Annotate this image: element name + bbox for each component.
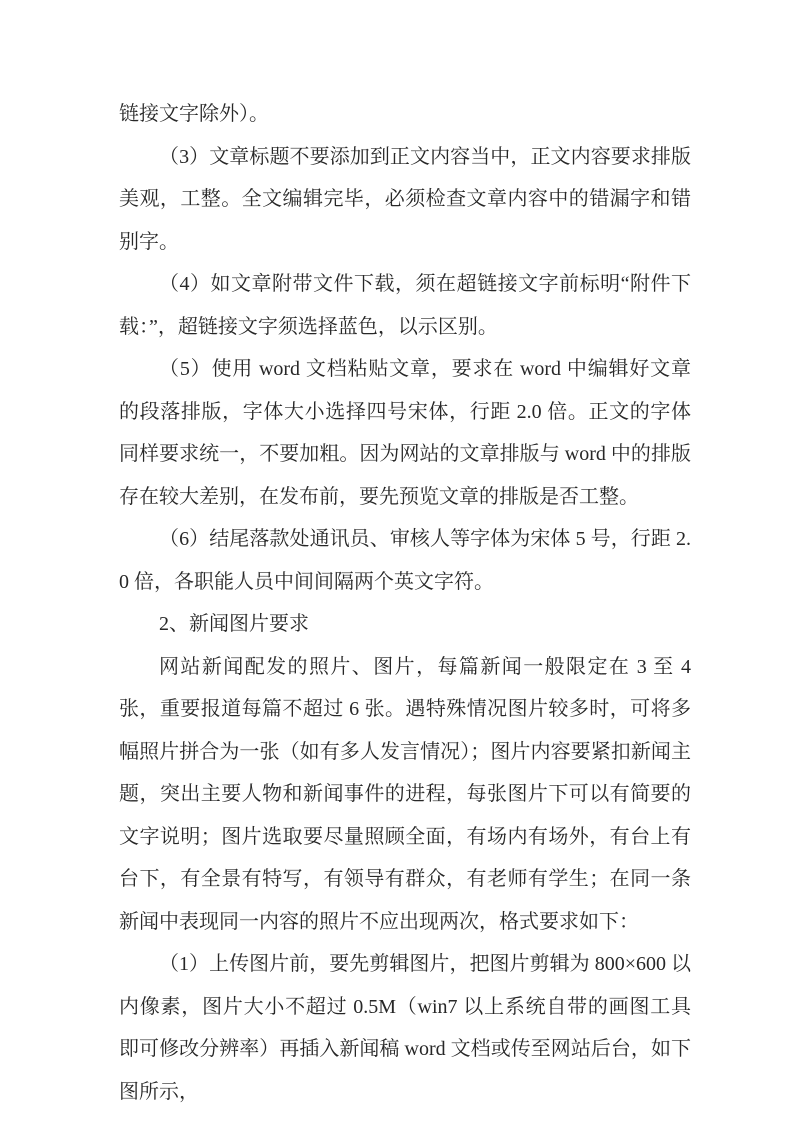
document-body [119, 93, 691, 1113]
paragraph-heading: 2、新闻图片要求 [159, 613, 309, 635]
paragraph: （5）使用 word 文档粘贴文章，要求在 word 中编辑好文章的段落排版，字体大小选择四号宋体，行距 2.0 倍。正文的字体同样要求统一，不要加粗。因为网站的文章排版与 word 中的排版存在较大差别，在发布前，要先预览文章的排版是否工整。 [119, 358, 691, 508]
paragraph: （3）文章标题不要添加到正文内容当中，正文内容要求排版美观，工整。全文编辑完毕，必须检查文章内容中的错漏字和错别字。 [119, 145, 691, 253]
paragraph: 网站新闻配发的照片、图片，每篇新闻一般限定在 3 至 4 张，重要报道每篇不超过 6 张。遇特殊情况图片较多时，可将多幅照片拼合为一张（如有多人发言情况）；图片内容要紧扣新闻主题，突出主要人物和新闻事件的进程，每张图片下可以有简要的文字说明；图片选取要尽量照顾全面，有场内有场外，有台上有台下，有全景有特写，有领导有群众，有老师有学生；在同一条新闻中表现同一内容的照片不应出现两次，格式要求如下： [119, 655, 691, 933]
paragraph: （1）上传图片前，要先剪辑图片，把图片剪辑为 800×600 以内像素，图片大小不超过 0.5M（win7 以上系统自带的画图工具即可修改分辨率）再插入新闻稿 word 文档或传至网站后台，如下图所示， [119, 953, 691, 1103]
paragraph: 链接文字除外）。 [119, 103, 269, 125]
paragraph: （6）结尾落款处通讯员、审核人等字体为宋体 5 号，行距 2.0 倍，各职能人员中间间隔两个英文字符。 [119, 528, 691, 593]
paragraph: （4）如文章附带文件下载，须在超链接文字前标明“附件下载：”，超链接文字须选择蓝色，以示区别。 [119, 273, 691, 338]
